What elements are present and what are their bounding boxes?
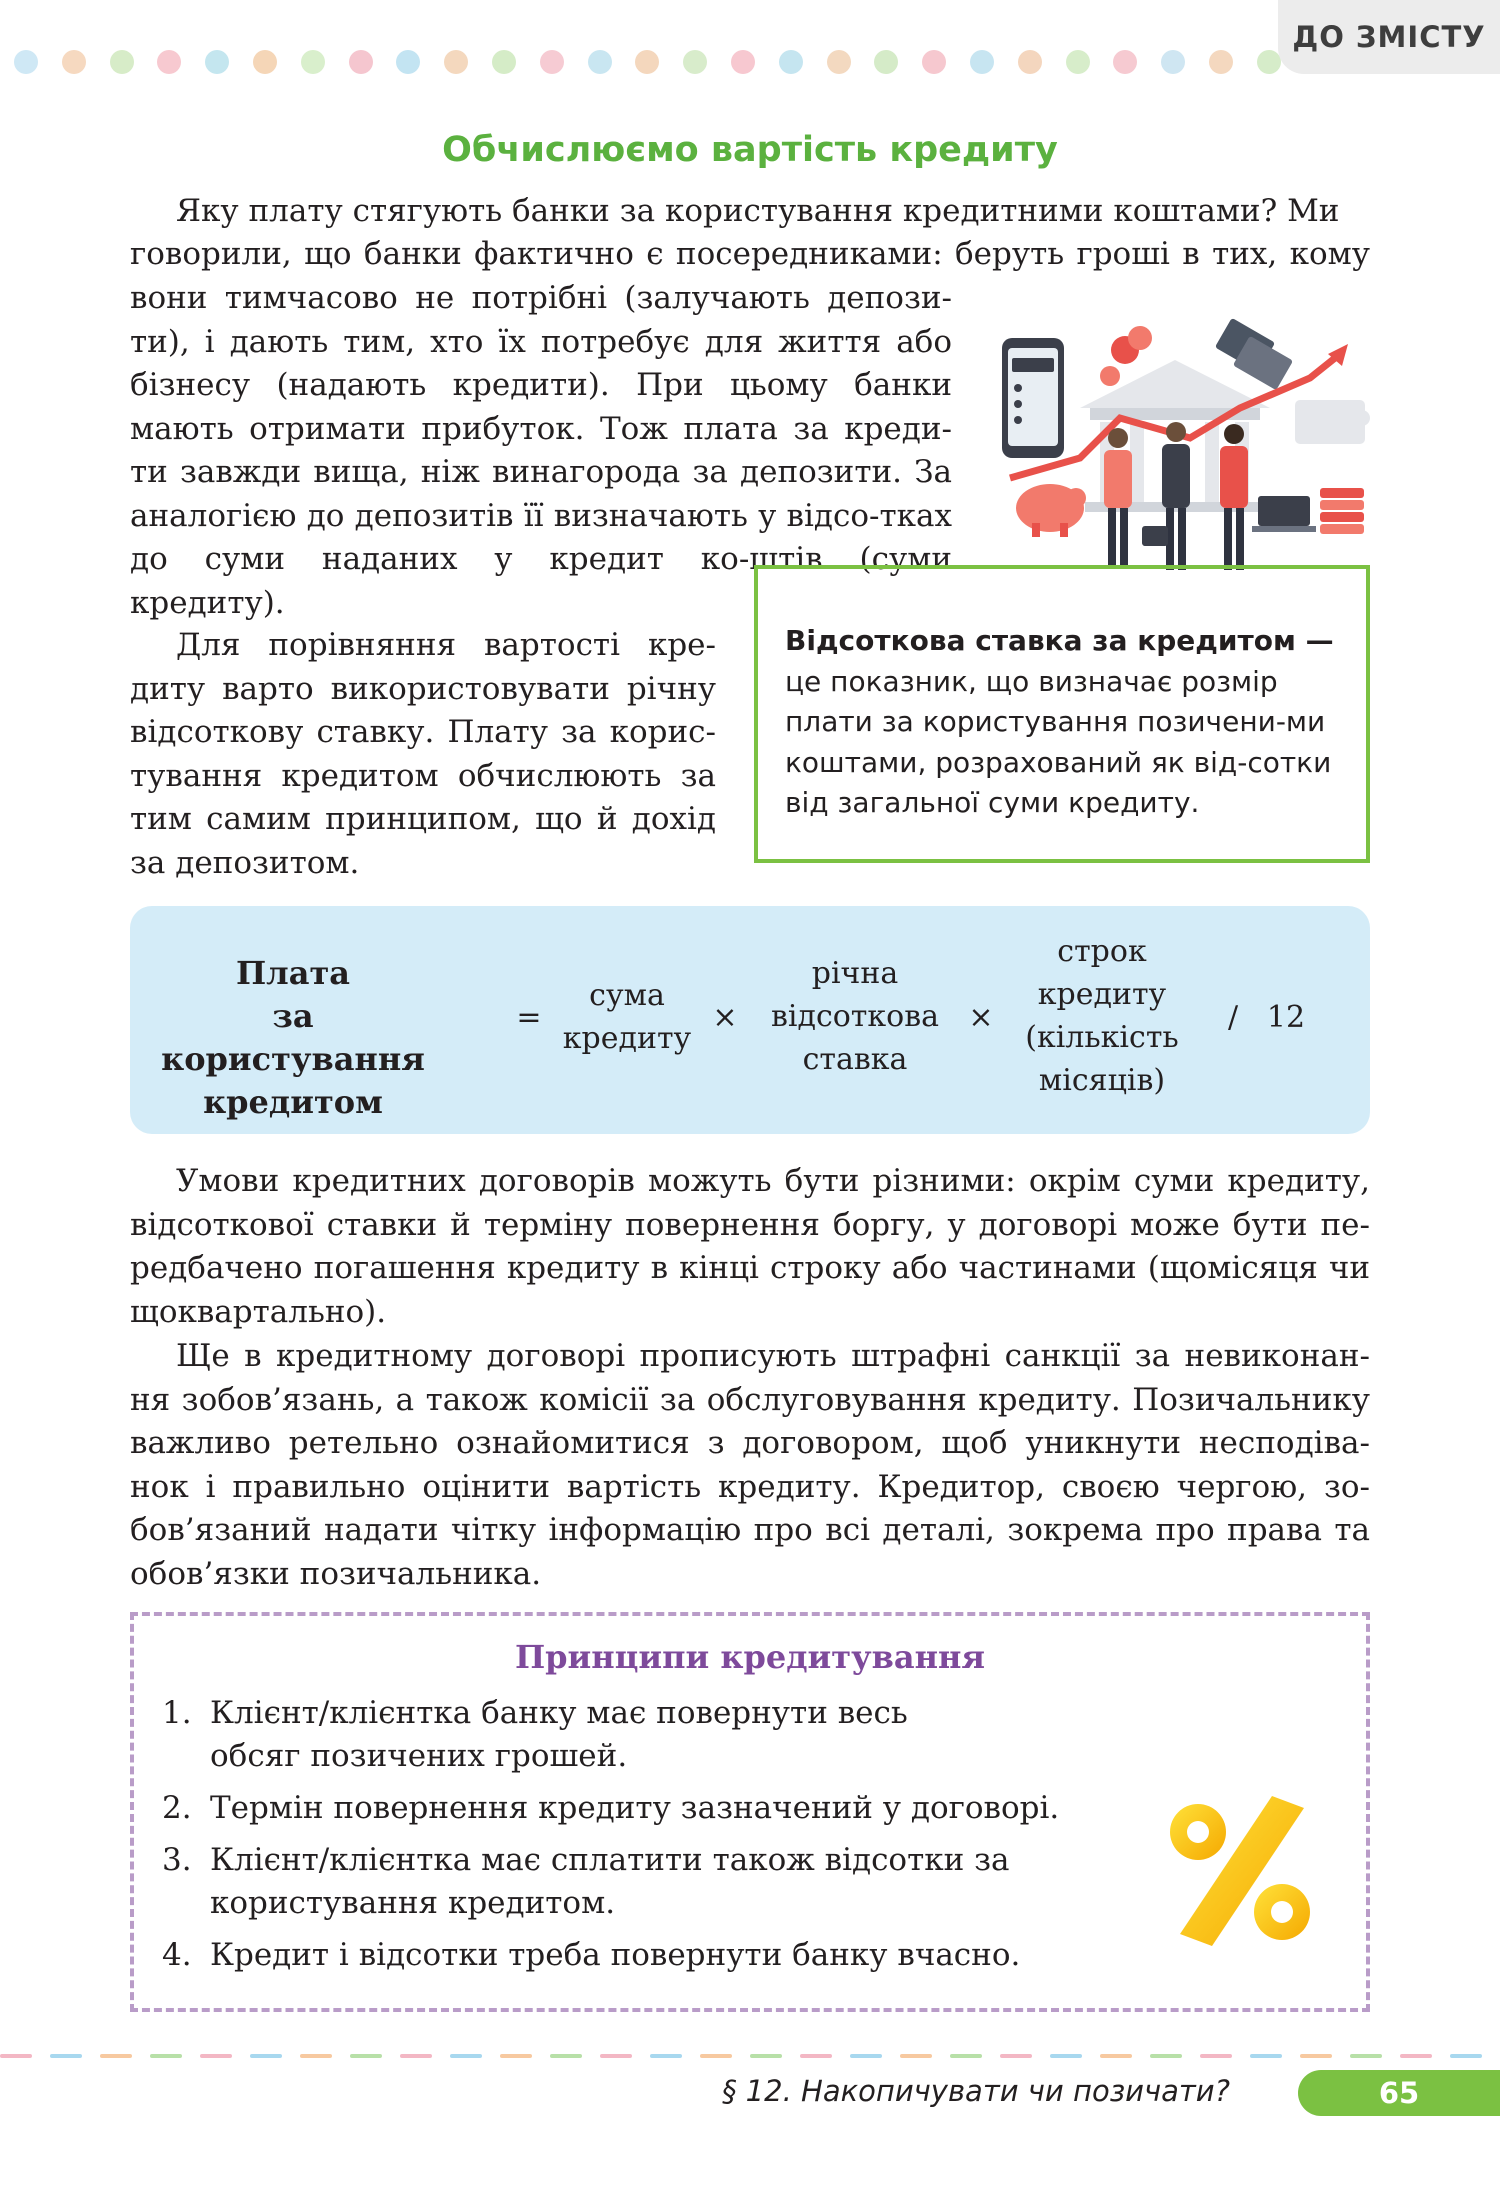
decorative-dash bbox=[850, 2054, 882, 2058]
decorative-dash bbox=[1400, 2054, 1432, 2058]
decorative-dash bbox=[1150, 2054, 1182, 2058]
banknote-icon bbox=[1215, 318, 1293, 390]
formula-lhs: Плата за користування кредитом bbox=[161, 954, 425, 1121]
decorative-dash bbox=[1050, 2054, 1082, 2058]
formula-equals: = bbox=[516, 1000, 542, 1035]
principle-item: 1. Клієнт/клієнтка банку має повернути весь обсяг позичених грошей. bbox=[162, 1695, 908, 1774]
card-icon bbox=[1295, 400, 1370, 444]
decorative-dot bbox=[14, 50, 38, 74]
definition-text: це показник, що визначає розмір плати за користування позичени-ми коштами, розрахований як від-сотки від загальної суми кредиту. bbox=[785, 664, 1332, 819]
decorative-dash bbox=[50, 2054, 82, 2058]
bank-illustration bbox=[990, 318, 1380, 580]
formula-term-months: строк кредиту (кількість місяців) bbox=[1025, 934, 1179, 1098]
decorative-dot bbox=[301, 50, 325, 74]
formula-divisor: 12 bbox=[1266, 1000, 1306, 1035]
formula-divide: / bbox=[1227, 1000, 1239, 1035]
decorative-dash bbox=[600, 2054, 632, 2058]
decorative-dot bbox=[540, 50, 564, 74]
decorative-dot bbox=[1018, 50, 1042, 74]
intro-paragraph-line1: Яку плату стягують банки за користування кредитними коштами? Ми bbox=[176, 193, 1340, 229]
decorative-dot bbox=[874, 50, 898, 74]
body-paragraph-2: Ще в кредитному договорі прописують штрафні санкції за невиконан-ня зобов’язань, а також комісії за обслуговування кредиту. Позичальнику важливо ретельно ознайомитися з договором, щоб уникнути несподіва-нок і правильно оцінити вартість кредиту. Кредитор, своєю чергою, зо-бов’язаний надати чітку інформацію про всі деталі, зокрема про права та обов’язки позичальника. bbox=[130, 1338, 1370, 1592]
decorative-dot bbox=[970, 50, 994, 74]
principle-item: 2. Термін повернення кредиту зазначений у договорі. bbox=[162, 1790, 1060, 1826]
formula-term-annual-rate: річна відсоткова ставка bbox=[770, 956, 939, 1077]
decorative-dot bbox=[1113, 50, 1137, 74]
decorative-dot bbox=[1209, 50, 1233, 74]
principles-box bbox=[130, 1612, 1370, 2012]
decorative-dash bbox=[0, 2054, 32, 2058]
decorative-dash bbox=[500, 2054, 532, 2058]
decorative-dash bbox=[100, 2054, 132, 2058]
decorative-dash bbox=[1250, 2054, 1282, 2058]
decorative-dot bbox=[444, 50, 468, 74]
decorative-dots-row bbox=[14, 50, 1281, 74]
page-number: 65 bbox=[1298, 2070, 1500, 2116]
people-icon bbox=[1104, 422, 1248, 570]
formula-times-2: × bbox=[968, 1000, 994, 1035]
decorative-dot bbox=[205, 50, 229, 74]
body-paragraph-1: Умови кредитних договорів можуть бути різними: окрім суми кредиту, відсоткової ставки й терміну повернення боргу, у договорі може бути пе-редбачено погашення кредиту в кінці строку або частинами (щомісяця чи щоквартально). bbox=[130, 1163, 1370, 1330]
decorative-dash bbox=[450, 2054, 482, 2058]
decorative-dot bbox=[588, 50, 612, 74]
decorative-dot bbox=[827, 50, 851, 74]
decorative-dot bbox=[1066, 50, 1090, 74]
decorative-dot bbox=[349, 50, 373, 74]
decorative-dash bbox=[200, 2054, 232, 2058]
principle-item: 4. Кредит і відсотки треба повернути банку вчасно. bbox=[162, 1937, 1021, 1973]
decorative-dot bbox=[253, 50, 277, 74]
principles-list bbox=[162, 1692, 1162, 1986]
decorative-dot bbox=[731, 50, 755, 74]
formula-times-1: × bbox=[712, 1000, 738, 1035]
decorative-dot bbox=[1257, 50, 1281, 74]
decorative-dash bbox=[1000, 2054, 1032, 2058]
decorative-dash bbox=[1300, 2054, 1332, 2058]
coin-stack-icon bbox=[1320, 488, 1364, 534]
definition-term: Відсоткова ставка за кредитом — bbox=[785, 624, 1334, 657]
decorative-dash bbox=[150, 2054, 182, 2058]
toc-link[interactable]: ДО ЗМІСТУ bbox=[1278, 0, 1500, 74]
principle-item: 3. Клієнт/клієнтка має сплатити також відсотки за користування кредитом. bbox=[162, 1842, 1010, 1921]
decorative-dash bbox=[750, 2054, 782, 2058]
decorative-dash bbox=[650, 2054, 682, 2058]
decorative-dash bbox=[350, 2054, 382, 2058]
decorative-dashes-row bbox=[0, 2054, 1482, 2058]
decorative-dash bbox=[1200, 2054, 1232, 2058]
phone-icon bbox=[1002, 338, 1064, 458]
intro-paragraph-block: вони тимчасово не потрібні (залучають депози-ти), і дають тим, хто їх потребує для життя або бізнесу (надають кредити). При цьому банки мають отримати прибуток. Тож плата за креди-ти завжди вища, ніж винагорода за депозити. За аналогією до депозитів її визначають у відсо-тках до суми наданих у кредит ко-штів (суми кредиту). bbox=[130, 280, 952, 621]
decorative-dot bbox=[922, 50, 946, 74]
section-title: Обчислюємо вартість кредиту bbox=[442, 130, 1058, 170]
piggy-bank-icon bbox=[1016, 484, 1086, 537]
chapter-title: § 12. Накопичувати чи позичати? bbox=[721, 2074, 1230, 2108]
comparison-paragraph: Для порівняння вартості кре-диту варто використовувати річну відсоткову ставку. Плату за корис-тування кредитом обчислюють за тим самим принципом, що й дохід за депозитом. bbox=[130, 627, 716, 881]
decorative-dot bbox=[683, 50, 707, 74]
percent-icon bbox=[1154, 1786, 1324, 1956]
decorative-dash bbox=[1450, 2054, 1482, 2058]
definition-box bbox=[754, 565, 1370, 863]
decorative-dash bbox=[900, 2054, 932, 2058]
decorative-dash bbox=[1350, 2054, 1382, 2058]
laptop-icon bbox=[1252, 496, 1316, 532]
decorative-dash bbox=[550, 2054, 582, 2058]
decorative-dot bbox=[492, 50, 516, 74]
decorative-dot bbox=[396, 50, 420, 74]
decorative-dash bbox=[950, 2054, 982, 2058]
decorative-dash bbox=[700, 2054, 732, 2058]
decorative-dot bbox=[157, 50, 181, 74]
principles-title: Принципи кредитування bbox=[514, 1638, 986, 1676]
decorative-dash bbox=[1100, 2054, 1132, 2058]
decorative-dash bbox=[250, 2054, 282, 2058]
decorative-dot bbox=[62, 50, 86, 74]
decorative-dot bbox=[1161, 50, 1185, 74]
decorative-dash bbox=[300, 2054, 332, 2058]
decorative-dash bbox=[800, 2054, 832, 2058]
intro-paragraph-line2: говорили, що банки фактично є посередниками: беруть гроші в тих, кому bbox=[130, 236, 1370, 272]
formula-box bbox=[130, 906, 1370, 1134]
decorative-dash bbox=[400, 2054, 432, 2058]
decorative-dot bbox=[110, 50, 134, 74]
decorative-dot bbox=[635, 50, 659, 74]
formula-term-loan-sum: сума кредиту bbox=[562, 978, 692, 1056]
decorative-dot bbox=[779, 50, 803, 74]
